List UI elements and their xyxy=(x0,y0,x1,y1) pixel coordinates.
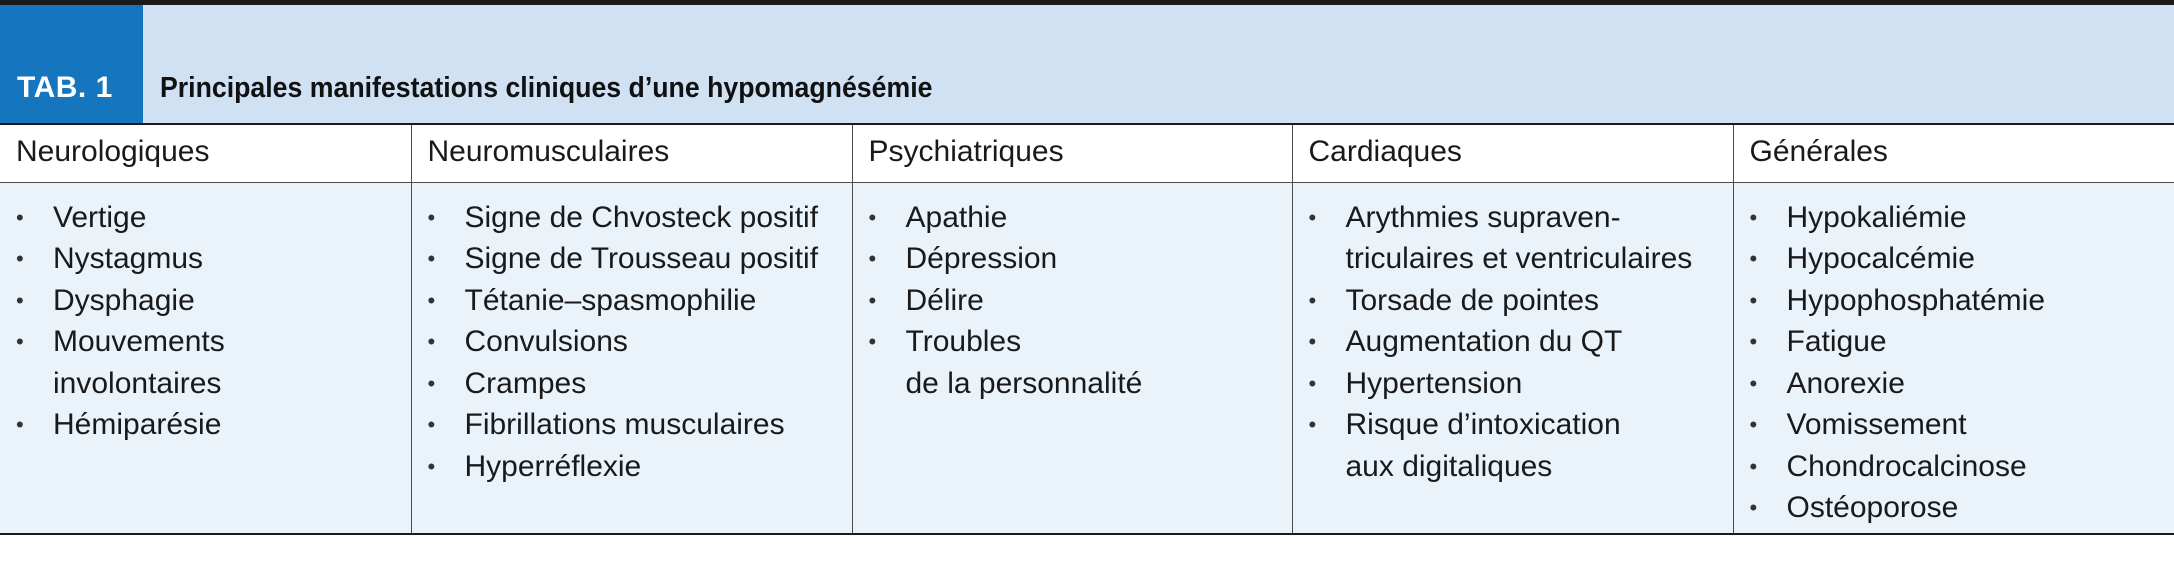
list-item: • Hémiparésie xyxy=(0,404,411,446)
list-item: • Hypocalcémie xyxy=(1734,238,2174,280)
list-item: • Arythmies supraven- triculaires et ventriculaires xyxy=(1293,197,1733,280)
list-item: • Hypophosphatémie xyxy=(1734,280,2174,322)
bullet-list xyxy=(412,197,852,488)
list-item: • Hypertension xyxy=(1293,363,1733,405)
column-heading-cardiaques: Cardiaques xyxy=(1292,124,1733,182)
manifestations-table xyxy=(0,123,2174,535)
column-heading-psychiatriques: Psychiatriques xyxy=(852,124,1292,182)
list-item: • Délire xyxy=(853,280,1292,322)
column-cell-neurologiques xyxy=(0,182,411,534)
list-item: • Augmentation du QT xyxy=(1293,321,1733,363)
column-cell-generales xyxy=(1733,182,2174,534)
list-item: • Ostéoporose xyxy=(1734,487,2174,529)
list-item: • Hypokaliémie xyxy=(1734,197,2174,239)
list-item: • Signe de Trousseau positif xyxy=(412,238,852,280)
list-item: • Signe de Chvosteck positif xyxy=(412,197,852,239)
list-item: • Vomissement xyxy=(1734,404,2174,446)
list-item: • Mouvements involontaires xyxy=(0,321,411,404)
list-item: • Fibrillations musculaires xyxy=(412,404,852,446)
list-item: • Troubles de la personnalité xyxy=(853,321,1292,404)
column-header-row xyxy=(0,124,2174,182)
bullet-list xyxy=(853,197,1292,405)
list-item: • Dépression xyxy=(853,238,1292,280)
list-item: • Fatigue xyxy=(1734,321,2174,363)
bullet-list xyxy=(1734,197,2174,529)
list-item: • Tétanie–spasmophilie xyxy=(412,280,852,322)
list-item: • Risque d’intoxication aux digitaliques xyxy=(1293,404,1733,487)
list-item: • Dysphagie xyxy=(0,280,411,322)
list-item: • Anorexie xyxy=(1734,363,2174,405)
column-heading-neuromusculaires: Neuromusculaires xyxy=(411,124,852,182)
column-cell-psychiatriques xyxy=(852,182,1292,534)
list-item: • Chondrocalcinose xyxy=(1734,446,2174,488)
list-item: • Hyperréflexie xyxy=(412,446,852,488)
list-item: • Convulsions xyxy=(412,321,852,363)
column-heading-generales: Générales xyxy=(1733,124,2174,182)
list-item: • Vertige xyxy=(0,197,411,239)
column-cell-neuromusculaires xyxy=(411,182,852,534)
list-item: • Crampes xyxy=(412,363,852,405)
column-body-row xyxy=(0,182,2174,534)
bullet-list xyxy=(0,197,411,446)
list-item: • Nystagmus xyxy=(0,238,411,280)
column-cell-cardiaques xyxy=(1292,182,1733,534)
table-title: Principales manifestations cliniques d’une hypomagnésémie xyxy=(160,72,933,104)
tab-number-label: TAB. 1 xyxy=(0,5,143,123)
column-heading-neurologiques: Neurologiques xyxy=(0,124,411,182)
list-item: • Apathie xyxy=(853,197,1292,239)
table-header-band xyxy=(0,5,2174,123)
bullet-list xyxy=(1293,197,1733,488)
list-item: • Torsade de pointes xyxy=(1293,280,1733,322)
